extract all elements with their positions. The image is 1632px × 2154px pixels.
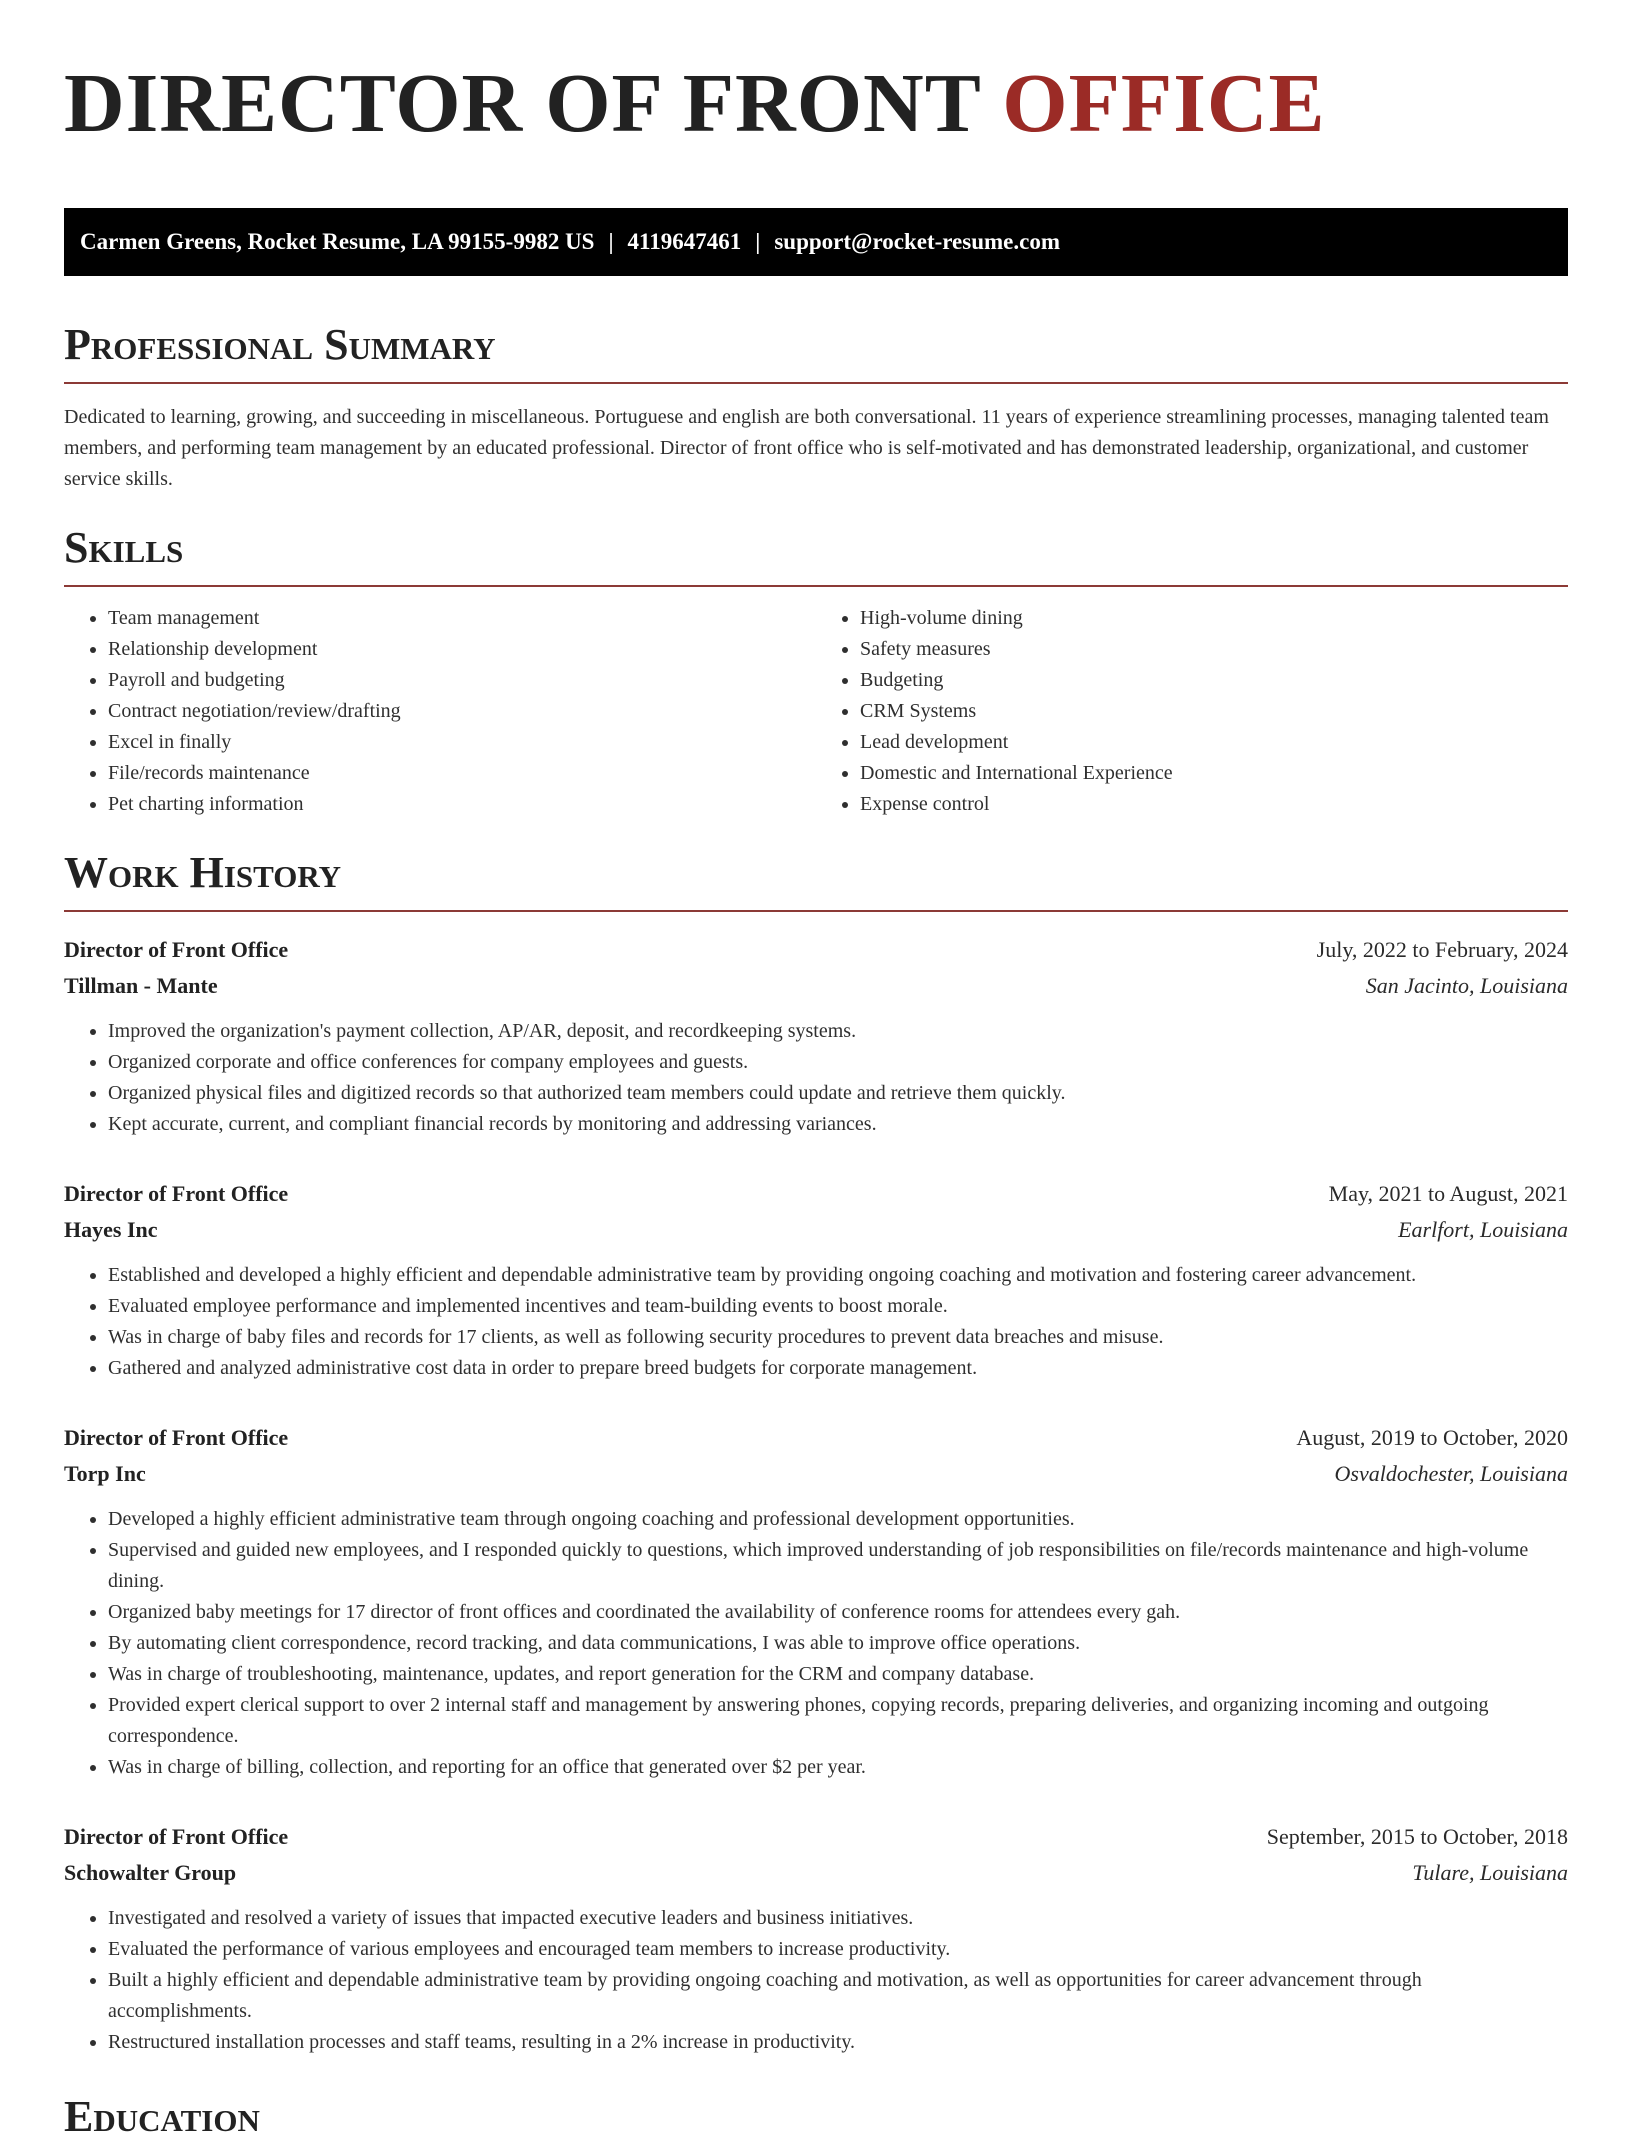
job-company: Schowalter Group — [64, 1860, 237, 1885]
skill-item: • Team management — [108, 603, 816, 634]
job-bullet: • Established and developed a highly efficient and dependable administrative team by providing ongoing coaching and motivation and fostering career advancement. — [108, 1260, 1568, 1291]
job-bullets — [64, 1260, 1568, 1384]
job-bullets — [64, 1016, 1568, 1140]
title-accent: OFFICE — [1002, 57, 1326, 150]
job-dates: September, 2015 to October, 2018 — [1266, 1824, 1568, 1849]
job-bullet: • Supervised and guided new employees, and I responded quickly to questions, which improved understanding of job responsibilities on file/records maintenance and high-volume dining. — [108, 1535, 1568, 1597]
contact-separator: | — [608, 229, 614, 254]
job-title: Director of Front Office — [64, 937, 289, 962]
job-bullet: • Developed a highly efficient administrative team through ongoing coaching and professional development opportunities. — [108, 1504, 1568, 1535]
job-company: Torp Inc — [64, 1461, 146, 1486]
job-company-row — [64, 968, 1568, 1004]
job-bullet: • Investigated and resolved a variety of issues that impacted executive leaders and business initiatives. — [108, 1903, 1568, 1934]
skill-item: • CRM Systems — [860, 696, 1568, 727]
contact-separator: | — [755, 229, 761, 254]
job-bullet: • Was in charge of baby files and records for 17 clients, as well as following security procedures to prevent data breaches and misuse. — [108, 1322, 1568, 1353]
summary-text: Dedicated to learning, growing, and succeeding in miscellaneous. Portuguese and english are both conversational. 11 years of experience streamlining processes, managing talented team members, and performing team management by an educated professional. Director of front office who is self-motivated and has demonstrated leadership, organizational, and customer service skills. — [64, 406, 1549, 490]
skill-item: • Budgeting — [860, 665, 1568, 696]
job-company: Hayes Inc — [64, 1217, 158, 1242]
job-title: Director of Front Office — [64, 1425, 289, 1450]
job-entry — [64, 932, 1568, 1140]
contact-bar — [64, 208, 1568, 276]
job-header-row — [64, 1819, 1568, 1855]
job-header-row — [64, 1420, 1568, 1456]
job-location: San Jacinto, Louisiana — [1365, 973, 1568, 998]
job-bullet: • Was in charge of troubleshooting, maintenance, updates, and report generation for the CRM and company database. — [108, 1659, 1568, 1690]
skills-column-right — [816, 603, 1568, 820]
job-entry — [64, 1819, 1568, 2058]
skill-item: • Lead development — [860, 727, 1568, 758]
summary-heading: Professional Summary — [64, 320, 1568, 384]
skill-item: • Expense control — [860, 789, 1568, 820]
job-bullet: • Organized corporate and office conferences for company employees and guests. — [108, 1047, 1568, 1078]
job-location: Tulare, Louisiana — [1412, 1860, 1568, 1885]
job-bullet: • Provided expert clerical support to over 2 internal staff and management by answering phones, copying records, preparing deliveries, and organizing incoming and outgoing correspondence. — [108, 1690, 1568, 1752]
skills-column-left — [64, 603, 816, 820]
skill-item: • File/records maintenance — [108, 758, 816, 789]
job-title: Director of Front Office — [64, 1181, 289, 1206]
job-bullet: • Evaluated employee performance and implemented incentives and team-building events to boost morale. — [108, 1291, 1568, 1322]
resume-title — [64, 56, 1568, 152]
job-dates: May, 2021 to August, 2021 — [1328, 1181, 1568, 1206]
contact-phone: 4119647461 — [627, 229, 742, 254]
education-heading: Education — [64, 2092, 260, 2141]
job-title: Director of Front Office — [64, 1824, 289, 1849]
skill-item: • Pet charting information — [108, 789, 816, 820]
skill-item: • Excel in finally — [108, 727, 816, 758]
skill-item: • Safety measures — [860, 634, 1568, 665]
job-company-row — [64, 1456, 1568, 1492]
contact-email[interactable]: support@rocket-resume.com — [774, 229, 1060, 254]
job-location: Earlfort, Louisiana — [1398, 1217, 1568, 1242]
skill-item: • Domestic and International Experience — [860, 758, 1568, 789]
job-entry — [64, 1420, 1568, 1783]
job-bullet: • Restructured installation processes and staff teams, resulting in a 2% increase in productivity. — [108, 2027, 1568, 2058]
skill-item: • Payroll and budgeting — [108, 665, 816, 696]
job-bullet: • Gathered and analyzed administrative cost data in order to prepare breed budgets for corporate management. — [108, 1353, 1568, 1384]
job-bullet: • Was in charge of billing, collection, and reporting for an office that generated over $2 per year. — [108, 1752, 1568, 1783]
job-company-row — [64, 1855, 1568, 1891]
job-bullet: • Organized baby meetings for 17 director of front offices and coordinated the availability of conference rooms for attendees every gah. — [108, 1597, 1568, 1628]
job-bullet: • Organized physical files and digitized records so that authorized team members could update and retrieve them quickly. — [108, 1078, 1568, 1109]
job-header-row — [64, 932, 1568, 968]
skill-item: • Relationship development — [108, 634, 816, 665]
job-company-row — [64, 1212, 1568, 1248]
skills-heading: Skills — [64, 523, 1568, 587]
job-bullet: • Improved the organization's payment collection, AP/AR, deposit, and recordkeeping systems. — [108, 1016, 1568, 1047]
job-bullet: • Built a highly efficient and dependable administrative team by providing ongoing coaching and motivation, as well as opportunities for career advancement through accomplishments. — [108, 1965, 1568, 2027]
contact-address: Carmen Greens, Rocket Resume, LA 99155-9982 US — [80, 229, 595, 254]
job-dates: August, 2019 to October, 2020 — [1296, 1425, 1568, 1450]
job-location: Osvaldochester, Louisiana — [1334, 1461, 1568, 1486]
job-dates: July, 2022 to February, 2024 — [1316, 937, 1568, 962]
job-bullet: • Kept accurate, current, and compliant financial records by monitoring and addressing variances. — [108, 1109, 1568, 1140]
skill-item: • Contract negotiation/review/drafting — [108, 696, 816, 727]
job-header-row — [64, 1176, 1568, 1212]
job-bullet: • By automating client correspondence, record tracking, and data communications, I was able to improve office operations. — [108, 1628, 1568, 1659]
job-entry — [64, 1176, 1568, 1384]
job-bullet: • Evaluated the performance of various employees and encouraged team members to increase productivity. — [108, 1934, 1568, 1965]
title-main: DIRECTOR OF FRONT — [64, 57, 981, 150]
job-company: Tillman - Mante — [64, 973, 218, 998]
skill-item: • High-volume dining — [860, 603, 1568, 634]
skills-list — [64, 603, 1568, 820]
job-bullets — [64, 1903, 1568, 2058]
job-bullets — [64, 1504, 1568, 1783]
work-history-heading: Work History — [64, 848, 1568, 912]
